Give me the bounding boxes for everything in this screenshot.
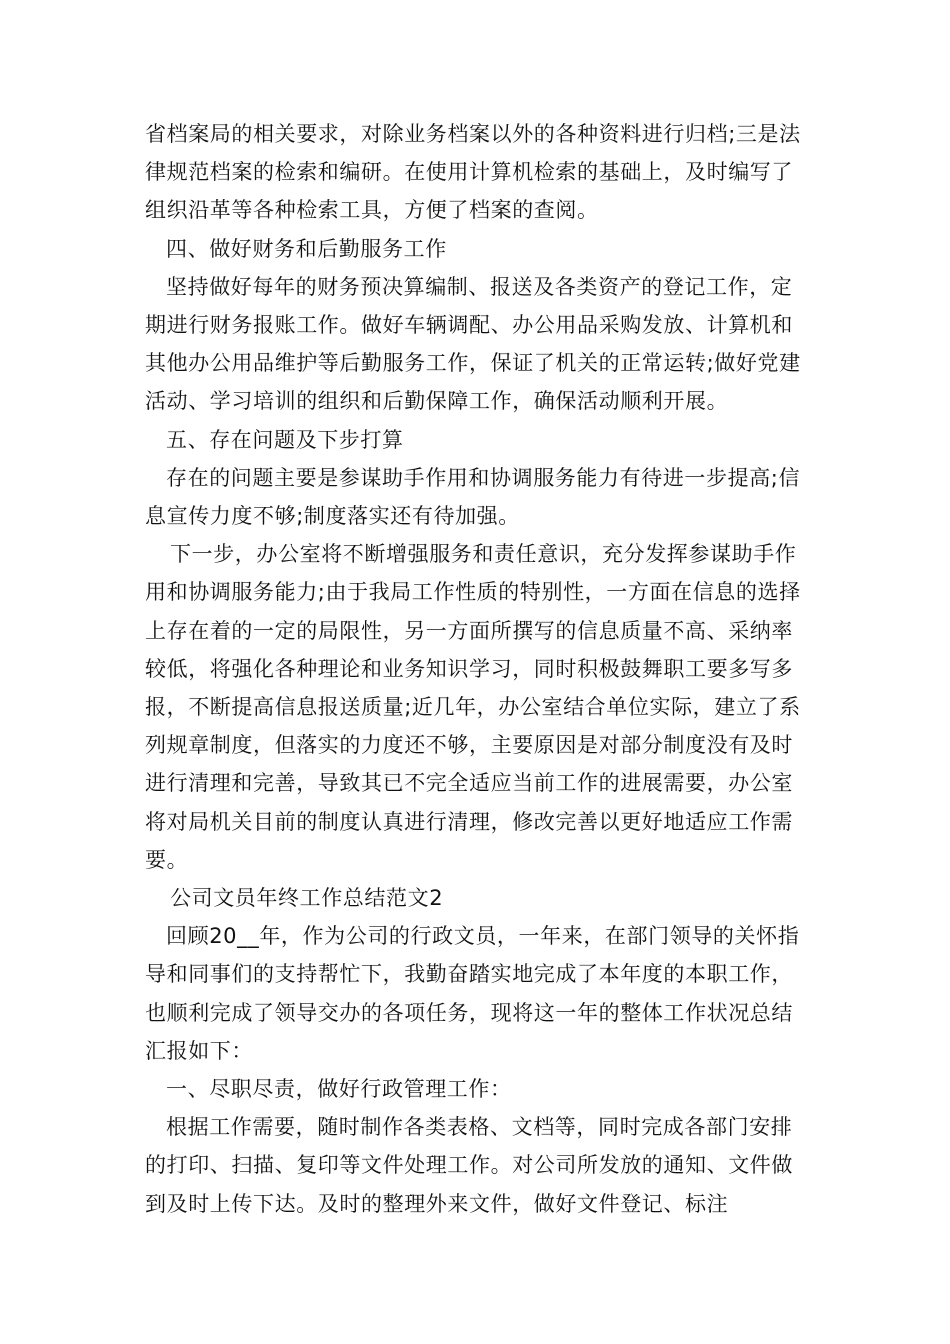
paragraph-problems: 存在的问题主要是参谋助手作用和协调服务能力有待进一步提高;信息宣传力度不够;制度落实还有待加强。 bbox=[145, 465, 801, 529]
paragraph-finance-logistics: 坚持做好每年的财务预决算编制、报送及各类资产的登记工作，定期进行财务报账工作。做好车辆调配、办公用品采购发放、计算机和其他办公用品维护等后勤服务工作，保证了机关的正常运转;做好党建活动、学习培训的组织和后勤保障工作，确保活动顺利开展。 bbox=[145, 274, 801, 414]
document-body bbox=[145, 115, 810, 1223]
heading-finance-logistics: 四、做好财务和后勤服务工作 bbox=[166, 236, 447, 261]
section-title-sample-2: 公司文员年终工作总结范文2 bbox=[170, 886, 444, 911]
heading-admin-work: 一、尽职尽责，做好行政管理工作： bbox=[166, 1077, 512, 1102]
paragraph-archive-continuation: 省档案局的相关要求，对除业务档案以外的各种资料进行归档;三是法律规范档案的检索和编研。在使用计算机检索的基础上，及时编写了组织沿革等各种检索工具，方便了档案的查阅。 bbox=[145, 122, 801, 223]
heading-problems-plans: 五、存在问题及下步打算 bbox=[166, 427, 404, 452]
paragraph-next-steps: 下一步，办公室将不断增强服务和责任意识，充分发挥参谋助手作用和协调服务能力;由于我局工作性质的特别性，一方面在信息的选择上存在着的一定的局限性，另一方面所撰写的信息质量不高、采纳率较低，将强化各种理论和业务知识学习，同时积极鼓舞职工要多写多报，不断提高信息报送质量;近几年，办公室结合单位实际，建立了系列规章制度，但落实的力度还不够，主要原因是对部分制度没有及时进行清理和完善，导致其已不完全适应当前工作的进展需要，办公室将对局机关目前的制度认真进行清理，修改完善以更好地适应工作需要。 bbox=[145, 542, 801, 872]
paragraph-review: 回顾20__年，作为公司的行政文员，一年来，在部门领导的关怀指导和同事们的支持帮忙下，我勤奋踏实地完成了本年度的本职工作，也顺利完成了领导交办的各项任务，现将这一年的整体工作状况总结汇报如下： bbox=[145, 924, 800, 1063]
paragraph-admin-work: 根据工作需要，随时制作各类表格、文档等，同时完成各部门安排的打印、扫描、复印等文件处理工作。对公司所发放的通知、文件做到及时上传下达。及时的整理外来文件，做好文件登记、标注 bbox=[145, 1115, 793, 1216]
